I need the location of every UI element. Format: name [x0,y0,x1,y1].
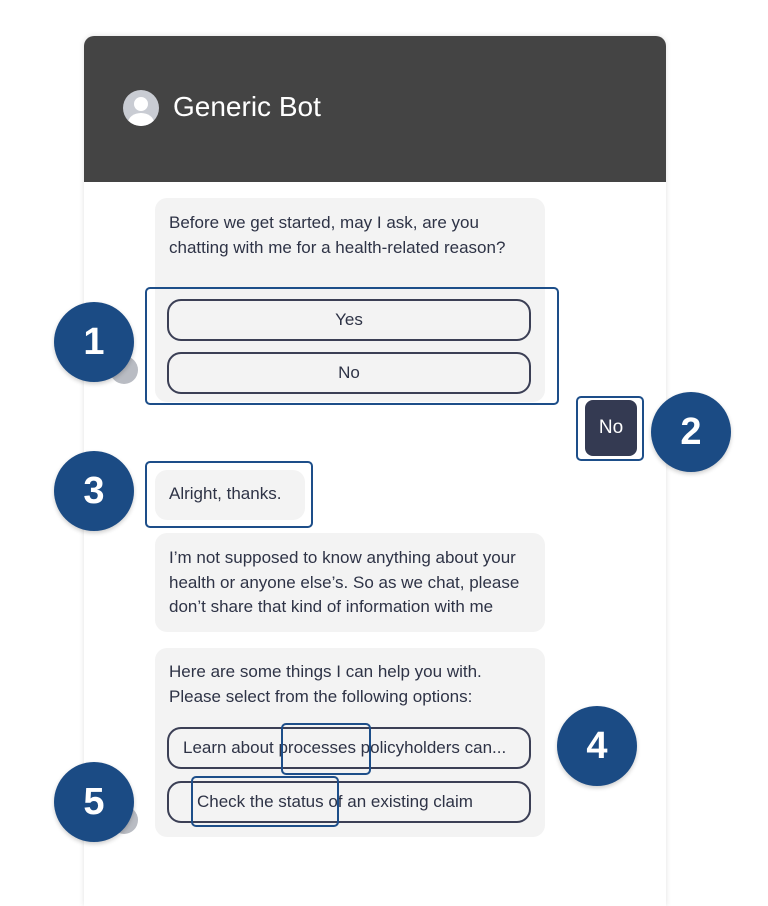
user-message: No [585,400,637,456]
marker-5: 5 [54,762,134,842]
highlight-box-4 [281,723,371,775]
marker-1: 1 [54,302,134,382]
marker-4: 4 [557,706,637,786]
bot-message-ack: Alright, thanks. [155,470,305,520]
option-check-claim-button[interactable]: Check the status of an existing claim [167,781,531,823]
option-no-button[interactable]: No [167,352,531,394]
bot-avatar-icon [123,90,159,126]
marker-3: 3 [54,451,134,531]
marker-2: 2 [651,392,731,472]
highlight-box-3 [145,461,313,528]
chat-header [84,36,666,182]
message-text: Before we get started, may I ask, are you chatting with me for a health-related reason? [169,213,506,257]
option-learn-processes-button[interactable]: Learn about processes policyholders can... [167,727,531,769]
option-yes-button[interactable]: Yes [167,299,531,341]
message-text: Here are some things I can help you with. Please select from the following options: [169,662,482,706]
highlight-box-2 [576,396,644,461]
highlight-box-1 [145,287,559,405]
bot-title: Generic Bot [173,91,321,122]
bot-message-privacy: I’m not supposed to know anything about your health or anyone else’s. So as we chat, please don’t share that kind of information with me [155,533,545,632]
highlight-box-5 [191,776,339,827]
